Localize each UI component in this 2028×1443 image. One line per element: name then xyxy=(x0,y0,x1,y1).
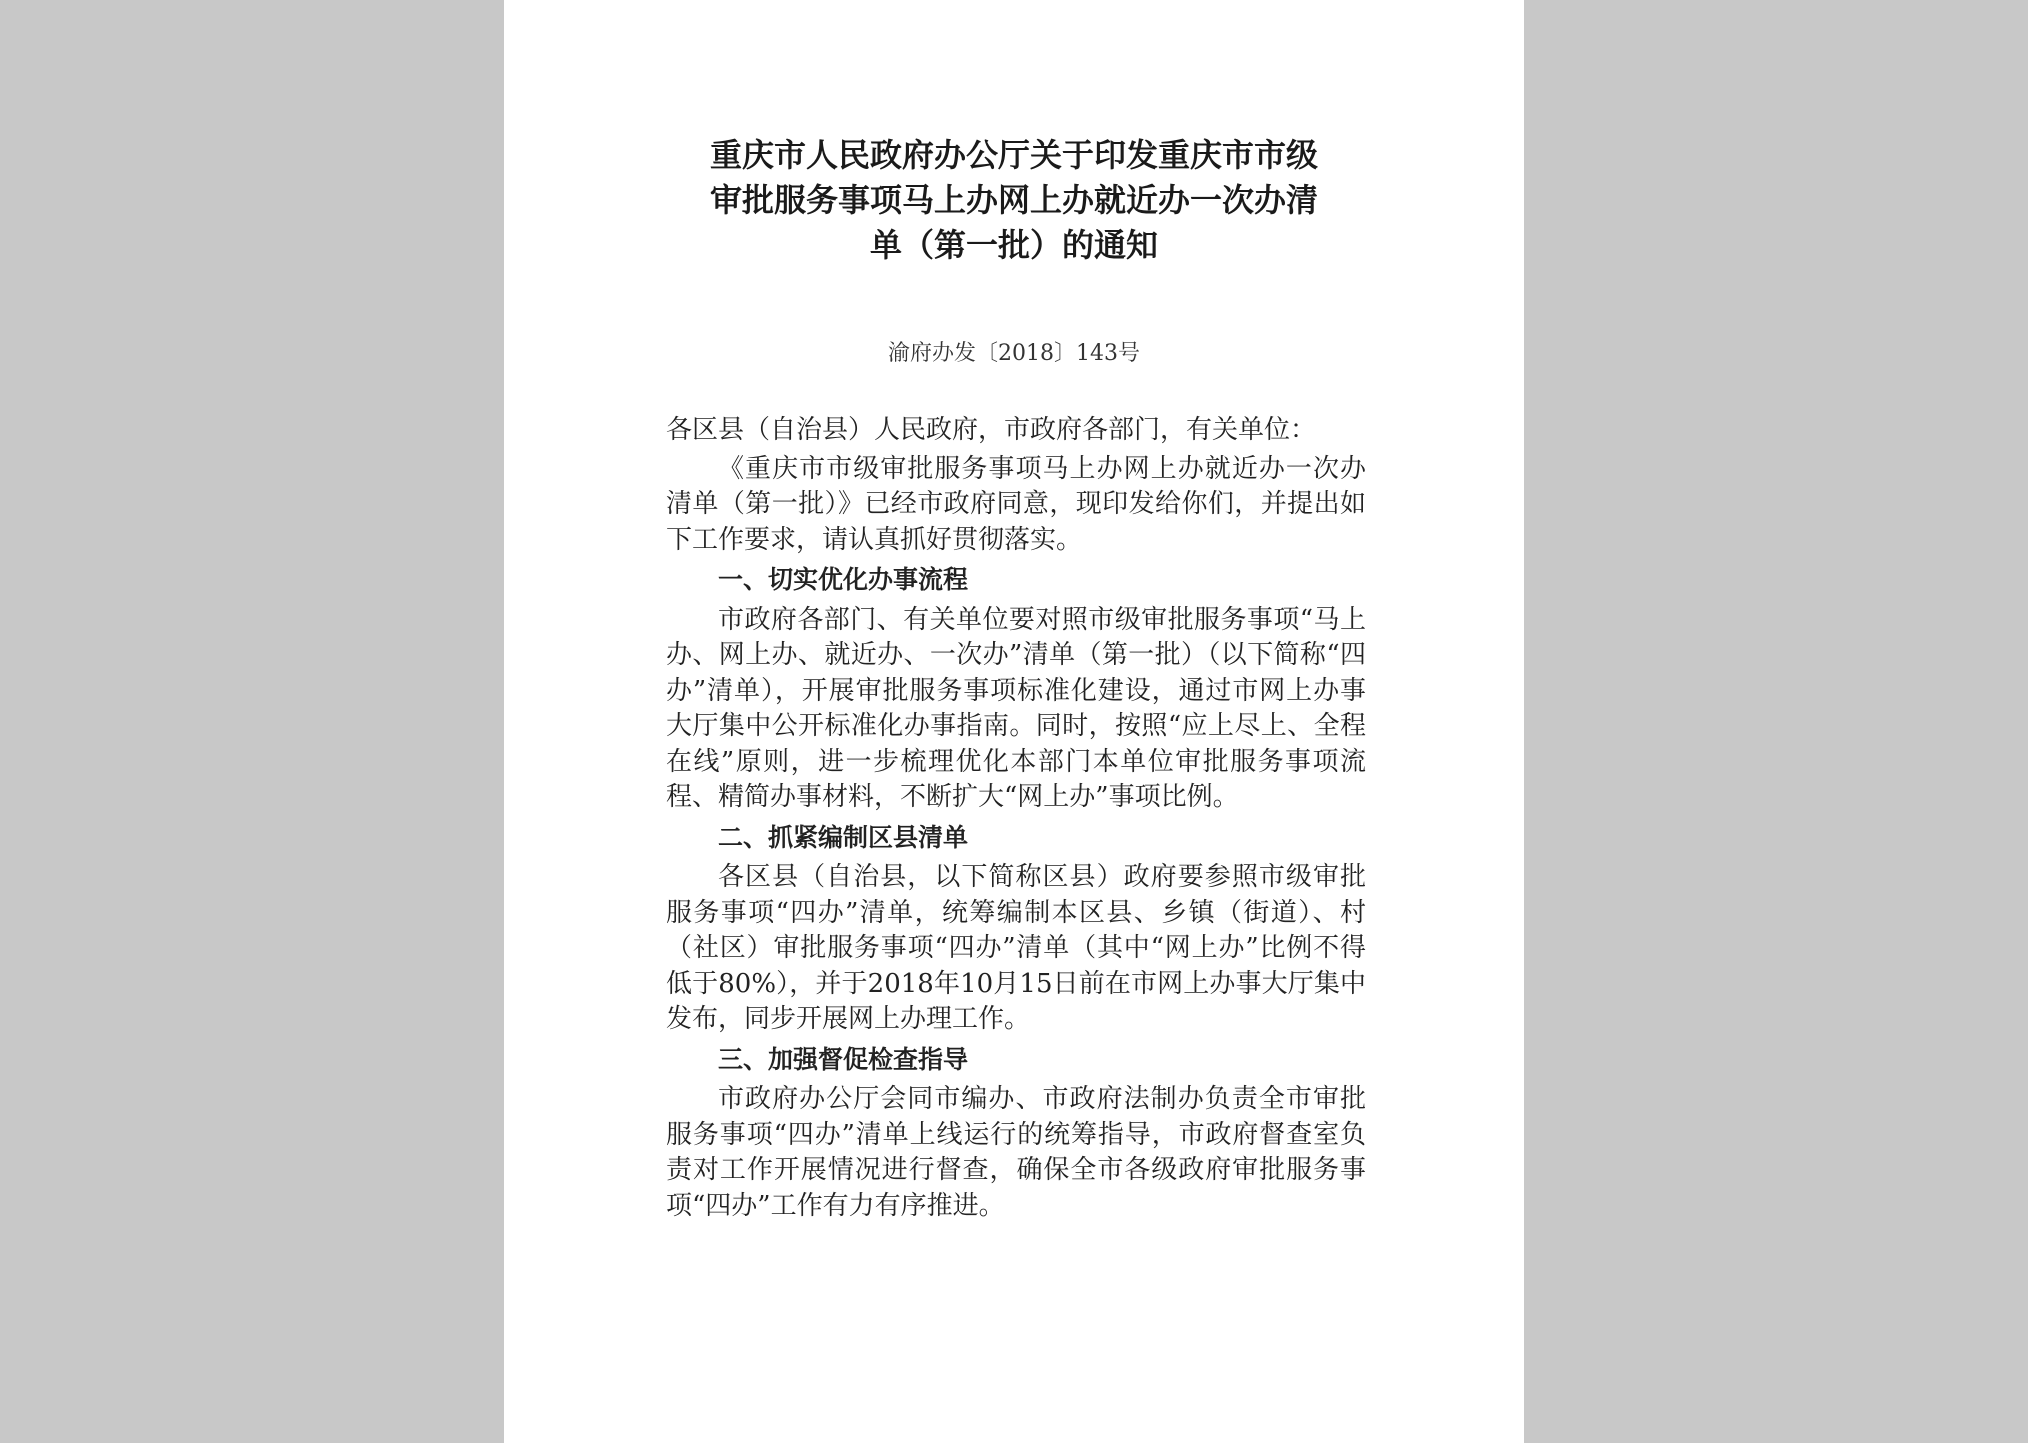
title-line: 审批服务事项马上办网上办就近办一次办清 xyxy=(709,181,1318,219)
section-paragraph: 各区县（自治县，以下简称区县）政府要参照市级审批服务事项“四办”清单，统筹编制本区县、乡镇（街道）、村（社区）审批服务事项“四办”清单（其中“网上办”比例不得低于80%），并于2018年10月15日前在市网上办事大厅集中发布，同步开展网上办理工作。 xyxy=(666,862,1366,1034)
document-title xyxy=(659,133,1369,268)
section-heading: 三、加强督促检查指导 xyxy=(718,1044,969,1074)
title-line: 单（第一批）的通知 xyxy=(869,226,1158,264)
section-heading: 一、切实优化办事流程 xyxy=(718,565,969,594)
document-body xyxy=(666,413,1366,1227)
section-paragraph: 市政府办公厅会同市编办、市政府法制办负责全市审批服务事项“四办”清单上线运行的统筹指导，市政府督查室负责对工作开展情况进行督查，确保全市各级政府审批服务事项“四办”工作有力有序推进。 xyxy=(666,1084,1366,1221)
title-line: 重庆市人民政府办公厅关于印发重庆市市级 xyxy=(709,136,1318,174)
document-number: 渝府办发〔2018〕143号 xyxy=(888,341,1140,366)
addressee: 各区县（自治县）人民政府，市政府各部门，有关单位： xyxy=(666,415,1317,445)
section-paragraph: 市政府各部门、有关单位要对照市级审批服务事项“马上办、网上办、就近办、一次办”清单（第一批）（以下简称“四办”清单），开展审批服务事项标准化建设，通过市网上办事大厅集中公开标准化办事指南。同时，按照“应上尽上、全程在线”原则，进一步梳理优化本部门本单位审批服务事项流程、精简办事材料，不断扩大“网上办”事项比例。 xyxy=(666,604,1366,812)
document-page xyxy=(504,0,1524,1443)
section-heading: 二、抓紧编制区县清单 xyxy=(718,822,969,852)
intro-paragraph: 《重庆市市级审批服务事项马上办网上办就近办一次办清单（第一批）》已经市政府同意，现印发给你们，并提出如下工作要求，请认真抓好贯彻落实。 xyxy=(666,453,1366,555)
